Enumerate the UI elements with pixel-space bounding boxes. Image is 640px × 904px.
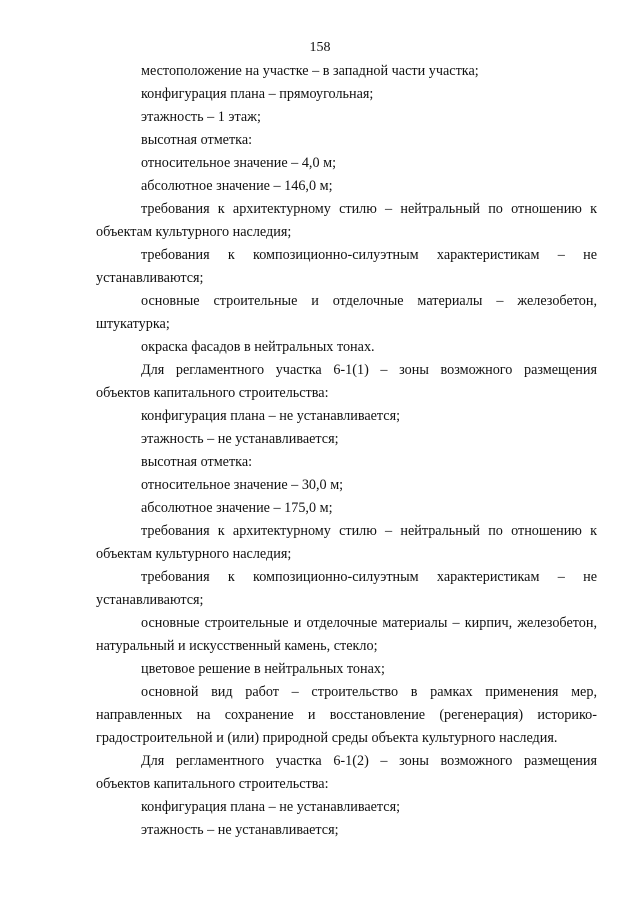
paragraph-plan-configuration-3: конфигурация плана – не устанавливается; <box>141 799 401 815</box>
paragraph-location: местоположение на участке – в западной части участка; <box>141 63 479 79</box>
paragraph-height-mark: высотная отметка: <box>141 132 253 148</box>
page-number: 158 <box>309 40 331 55</box>
paragraph-materials-2: основные строительные и отделочные материалы – кирпич, железобетон, натуральный и искусственный камень, стекло; <box>96 615 597 654</box>
paragraph-architectural-style-2: требования к архитектурному стилю – нейтральный по отношению к объектам культурного наследия; <box>96 523 597 562</box>
paragraph-floors-3: этажность – не устанавливается; <box>141 822 339 838</box>
paragraph-facade-color: окраска фасадов в нейтральных тонах. <box>141 339 375 355</box>
paragraph-section-6-1-1-heading: Для регламентного участка 6-1(1) – зоны возможного размещения объектов капитального строительства: <box>96 362 597 401</box>
document-body <box>96 60 597 842</box>
paragraph-absolute-value: абсолютное значение – 146,0 м; <box>141 178 333 194</box>
paragraph-relative-value-2: относительное значение – 30,0 м; <box>141 477 344 493</box>
paragraph-color-solution: цветовое решение в нейтральных тонах; <box>141 661 385 677</box>
paragraph-plan-configuration: конфигурация плана – прямоугольная; <box>141 86 374 102</box>
paragraph-height-mark-2: высотная отметка: <box>141 454 253 470</box>
paragraph-main-works: основной вид работ – строительство в рамках применения мер, направленных на сохранение и восстановление (регенерация) историко-градостроительной и (или) природной среды объекта культурного наследия. <box>96 684 597 746</box>
paragraph-silhouette-requirements: требования к композиционно-силуэтным характеристикам – не устанавливаются; <box>96 247 597 286</box>
paragraph-section-6-1-2-heading: Для регламентного участка 6-1(2) – зоны возможного размещения объектов капитального строительства: <box>96 753 597 792</box>
paragraph-architectural-style: требования к архитектурному стилю – нейтральный по отношению к объектам культурного наследия; <box>96 201 597 240</box>
paragraph-floors-2: этажность – не устанавливается; <box>141 431 339 447</box>
paragraph-silhouette-requirements-2: требования к композиционно-силуэтным характеристикам – не устанавливаются; <box>96 569 597 608</box>
paragraph-floors: этажность – 1 этаж; <box>141 109 261 125</box>
paragraph-absolute-value-2: абсолютное значение – 175,0 м; <box>141 500 333 516</box>
paragraph-materials: основные строительные и отделочные материалы – железобетон, штукатурка; <box>96 293 597 332</box>
paragraph-relative-value: относительное значение – 4,0 м; <box>141 155 337 171</box>
paragraph-plan-configuration-2: конфигурация плана – не устанавливается; <box>141 408 401 424</box>
